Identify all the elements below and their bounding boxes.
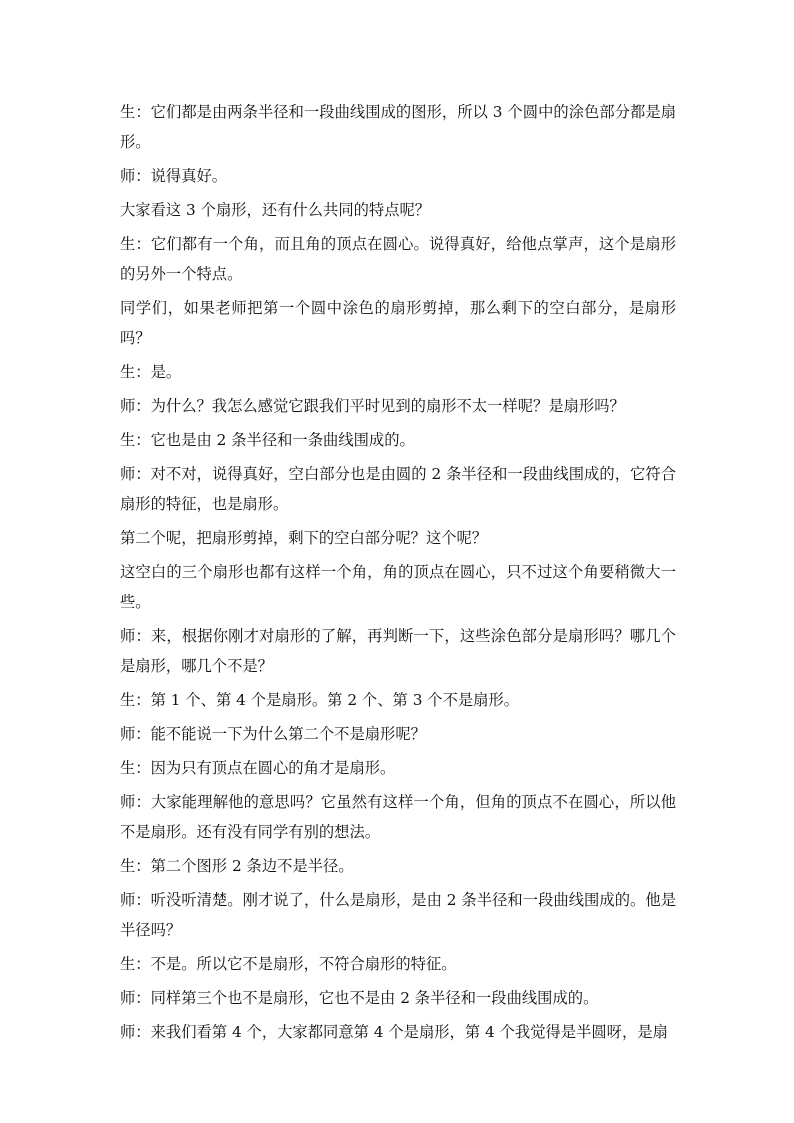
paragraph: 生：第 1 个、第 4 个是扇形。第 2 个、第 3 个不是扇形。	[120, 691, 520, 709]
paragraph: 生：它们都是由两条半径和一段曲线围成的图形，所以 3 个圆中的涂色部分都是扇形。	[120, 103, 676, 151]
paragraph: 生：不是。所以它不是扇形，不符合扇形的特征。	[120, 955, 457, 973]
paragraph: 师：大家能理解他的意思吗？它虽然有这样一个角，但角的顶点不在圆心，所以他不是扇形。还有没有同学有别的想法。	[120, 793, 676, 841]
paragraph: 师：为什么？我怎么感觉它跟我们平时见到的扇形不太一样呢？是扇形吗？	[120, 397, 625, 415]
paragraph: 生：它也是由 2 条半径和一条曲线围成的。	[120, 431, 415, 449]
paragraph: 师：同样第三个也不是扇形，它也不是由 2 条半径和一段曲线围成的。	[120, 989, 599, 1007]
paragraph: 同学们，如果老师把第一个圆中涂色的扇形剪掉，那么剩下的空白部分，是扇形吗？	[120, 299, 676, 347]
paragraph: 大家看这 3 个扇形，还有什么共同的特点呢？	[120, 201, 431, 219]
paragraph: 师：听没听清楚。刚才说了，什么是扇形，是由 2 条半径和一段曲线围成的。他是半径吗？	[120, 891, 676, 939]
paragraph: 第二个呢，把扇形剪掉，剩下的空白部分呢？这个呢？	[120, 529, 488, 547]
paragraph: 生：因为只有顶点在圆心的角才是扇形。	[120, 759, 396, 777]
paragraph: 生：它们都有一个角，而且角的顶点在圆心。说得真好，给他点掌声，这个是扇形的另外一个特点。	[120, 235, 676, 283]
document-body	[120, 97, 676, 1051]
paragraph: 这空白的三个扇形也都有这样一个角，角的顶点在圆心，只不过这个角要稍微大一些。	[120, 563, 676, 611]
paragraph: 生：是。	[120, 363, 182, 381]
paragraph: 生：第二个图形 2 条边不是半径。	[120, 857, 354, 875]
paragraph: 师：来，根据你刚才对扇形的了解，再判断一下，这些涂色部分是扇形吗？哪几个是扇形，哪几个不是？	[120, 627, 676, 675]
paragraph: 师：来我们看第 4 个，大家都同意第 4 个是扇形，第 4 个我觉得是半圆呀，是扇	[120, 1023, 668, 1041]
paragraph: 师：说得真好。	[120, 167, 228, 185]
paragraph: 师：对不对，说得真好，空白部分也是由圆的 2 条半径和一段曲线围成的，它符合扇形的特征，也是扇形。	[120, 465, 676, 513]
paragraph: 师：能不能说一下为什么第二个不是扇形呢？	[120, 725, 426, 743]
